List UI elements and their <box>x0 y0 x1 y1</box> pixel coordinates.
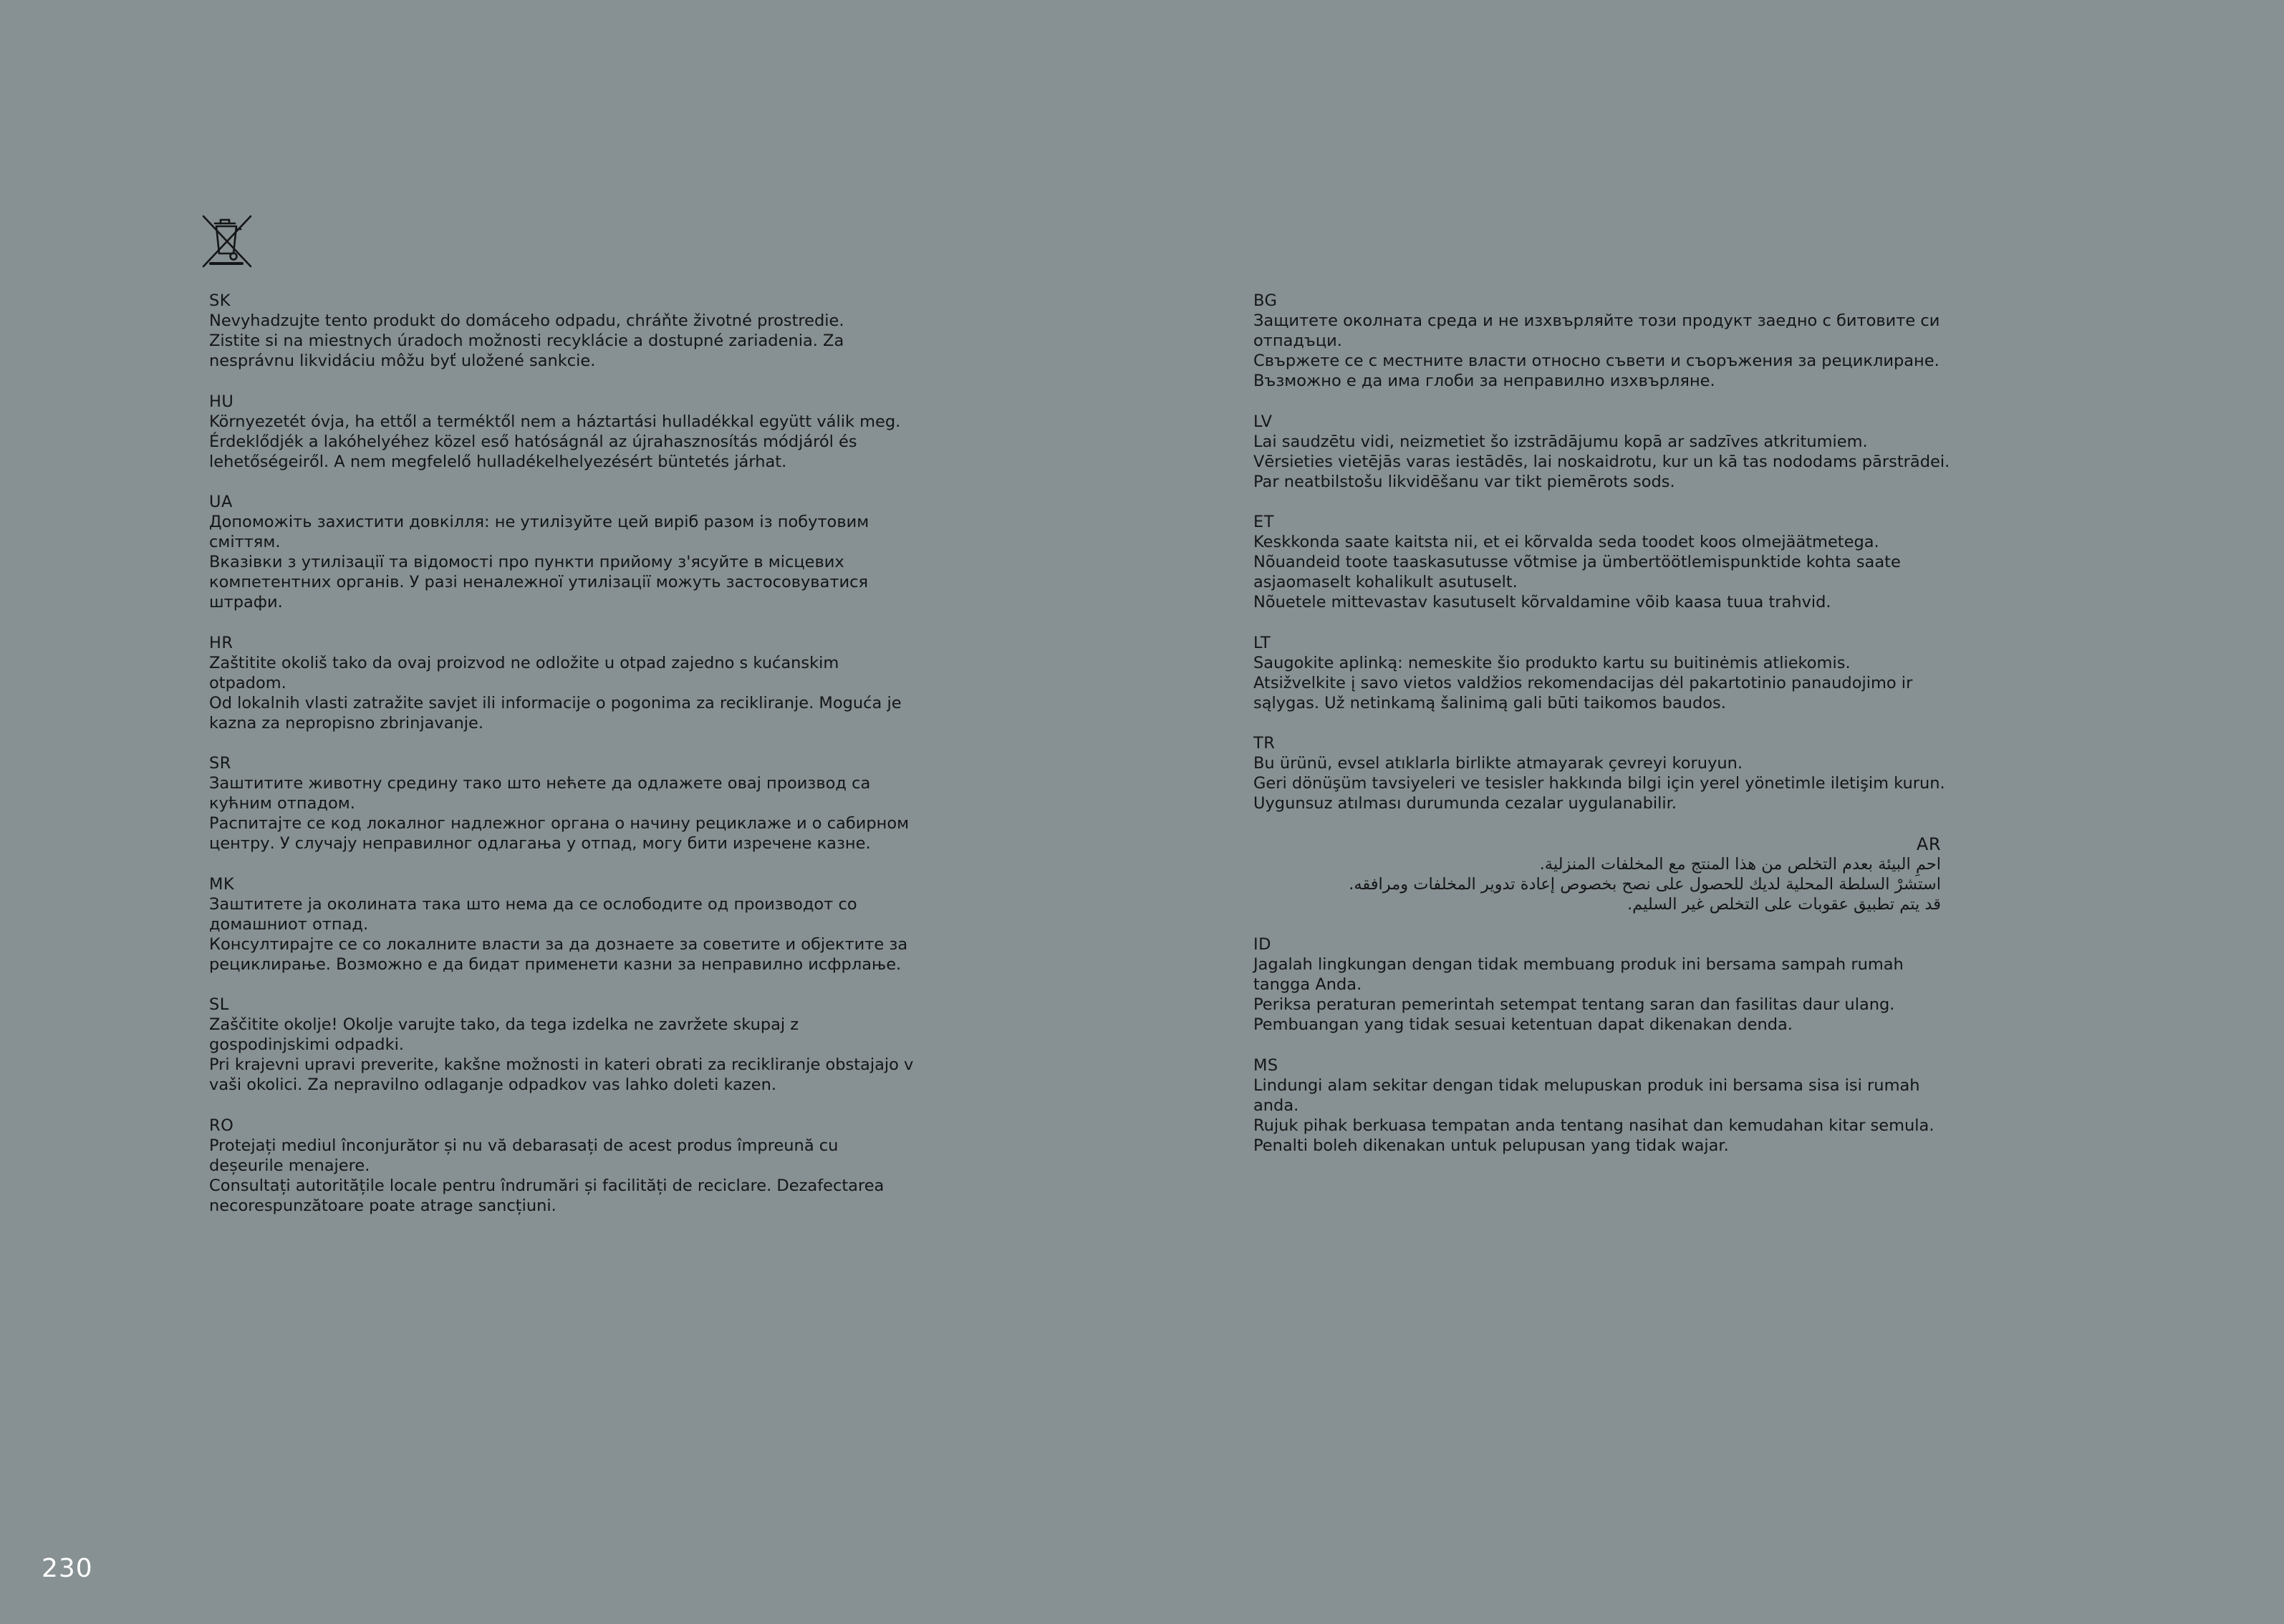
language-code: ET <box>1253 513 1274 531</box>
notice-text-line: Вказівки з утилізації та відомості про пункти прийому з'ясуйте в місцевих <box>209 553 844 571</box>
language-code: HU <box>209 392 234 411</box>
language-code: LV <box>1253 412 1273 431</box>
disposal-notice-sr <box>209 753 925 854</box>
disposal-notice-bg <box>1253 291 1941 391</box>
crossed-out-wheelie-bin-icon <box>201 213 255 269</box>
notice-text-line: Környezetét óvja, ha ettől a terméktől nem a háztartási hulladékkal együtt válik meg. <box>209 412 901 431</box>
disposal-notice-lv <box>1253 412 1950 492</box>
notice-text-line: kazna za nepropisno zbrinjavanje. <box>209 713 484 733</box>
notice-text-line: Geri dönüşüm tavsiyeleri ve tesisler hakkında bilgi için yerel yönetimle iletişim kurun. <box>1253 774 1945 793</box>
notice-text-line: necorespunzătoare poate atrage sancțiuni. <box>209 1196 556 1215</box>
notice-text-line: Vērsieties vietējās varas iestādēs, lai noskaidrotu, kur un kā tas nododams pārstrādei. <box>1253 452 1950 471</box>
disposal-notice-tr <box>1253 733 1945 813</box>
notice-text-line: Pri krajevni upravi preverite, kakšne možnosti in kateri obrati za recikliranje obstajajo v <box>209 1055 914 1074</box>
notice-text-line: домашниот отпад. <box>209 914 369 934</box>
disposal-notice-ms <box>1253 1055 1941 1156</box>
notice-text-line: Penalti boleh dikenakan untuk pelupusan yang tidak wajar. <box>1253 1136 1729 1155</box>
language-code: TR <box>1253 734 1276 753</box>
notice-text-line: центру. У случају неправилног одлагања у отпад, могу бити изречене казне. <box>209 834 871 853</box>
notice-text-line: lehetőségeiről. A nem megfelelő hulladékelhelyezésért büntetés járhat. <box>209 452 787 471</box>
notice-text-line: Заштитете ја околината така што нема да се ослободите од производот со <box>209 894 857 914</box>
disposal-notice-hr <box>209 633 925 733</box>
notice-text-line: сміттям. <box>209 533 281 551</box>
notice-text-line: Консултирајте се со локалните власти за да дознаете за советите и објектите за <box>209 934 908 954</box>
language-code: SK <box>209 291 231 310</box>
notice-text-line: sąlygas. Už netinkamą šalinimą gali būti taikomos baudos. <box>1253 693 1726 712</box>
notice-text-line: Uygunsuz atılması durumunda cezalar uygulanabilir. <box>1253 794 1677 813</box>
notice-text-line: кућним отпадом. <box>209 794 355 813</box>
language-code: LT <box>1253 633 1271 652</box>
page-number: 230 <box>42 1554 93 1583</box>
notice-text-line: Nõuetele mittevastav kasutuselt kõrvaldamine võib kaasa tuua trahvid. <box>1253 593 1831 612</box>
notice-text-line: استشرْ السلطة المحلية لديك للحصول على نصح بخصوص إعادة تدوير المخلفات ومرافقه. <box>1349 874 1941 894</box>
notice-text-line: tangga Anda. <box>1253 975 1362 994</box>
notice-text-line: gospodinjskimi odpadki. <box>209 1035 405 1054</box>
disposal-notice-ro <box>209 1116 925 1216</box>
notice-text-line: Atsižvelkite į savo vietos valdžios rekomendacijas dėl pakartotinio panaudojimo ir <box>1253 673 1913 692</box>
language-code: RO <box>209 1116 234 1135</box>
notice-text-line: Lai saudzētu vidi, neizmetiet šo izstrādājumu kopā ar sadzīves atkritumiem. <box>1253 432 1868 451</box>
notice-text-line: otpadom. <box>209 673 286 692</box>
disposal-notice-sk <box>209 291 925 371</box>
notice-text-line: Par neatbilstošu likvidēšanu var tikt piemērots sods. <box>1253 472 1675 491</box>
notice-text-line: Consultați autoritățile locale pentru îndrumări și facilități de reciclare. Dezafectarea <box>209 1176 885 1195</box>
notice-text-line: Свържете се с местните власти относно съвети и съоръжения за рециклиране. <box>1253 352 1940 370</box>
disposal-notice-hu <box>209 392 925 472</box>
notice-text-line: deșeurile menajere. <box>209 1156 370 1175</box>
right-column <box>1253 291 1950 1176</box>
notice-text-line: Saugokite aplinką: nemeskite šio produkto kartu su buitinėmis atliekomis. <box>1253 653 1851 672</box>
notice-text-line: Допоможіть захистити довкілля: не утилізуйте цей виріб разом із побутовим <box>209 513 869 531</box>
language-code: SR <box>209 754 231 773</box>
left-column <box>209 291 925 1236</box>
notice-text-line: Zaštitite okoliš tako da ovaj proizvod ne odložite u otpad zajedno s kućanskim <box>209 653 839 672</box>
notice-text-line: vaši okolici. Za nepravilno odlaganje odpadkov vas lahko doleti kazen. <box>209 1076 776 1094</box>
notice-text-line: Rujuk pihak berkuasa tempatan anda tentang nasihat dan kemudahan kitar semula. <box>1253 1116 1934 1135</box>
notice-text-line: قد يتم تطبيق عقوبات على التخلص غير السليم. <box>1627 894 1941 914</box>
language-code: ID <box>1253 935 1271 954</box>
notice-text-line: отпадъци. <box>1253 332 1342 350</box>
disposal-notice-id <box>1253 934 1941 1035</box>
language-code: UA <box>209 493 233 511</box>
language-code: AR <box>1916 833 1941 854</box>
language-code: HR <box>209 633 233 652</box>
notice-text-line: рециклирање. Возможно е да бидат применети казни за неправилно исфрлање. <box>209 954 902 974</box>
notice-text-line: Pembuangan yang tidak sesuai ketentuan dapat dikenakan denda. <box>1253 1015 1793 1034</box>
language-code: BG <box>1253 291 1278 310</box>
disposal-notice-sl <box>209 995 925 1095</box>
notice-text-line: Zistite si na miestnych úradoch možnosti recyklácie a dostupné zariadenia. Za <box>209 332 844 350</box>
language-code: SL <box>209 995 229 1014</box>
disposal-notice-lt <box>1253 633 1941 713</box>
notice-text-line: asjaomaselt kohalikult asutuselt. <box>1253 573 1518 591</box>
notice-text-line: Protejați mediul înconjurător și nu vă debarasați de acest produs împreună cu <box>209 1136 839 1155</box>
notice-text-line: штрафи. <box>209 593 283 612</box>
notice-text-line: компетентних органів. У разі неналежної утилізації можуть застосовуватися <box>209 573 868 591</box>
disposal-notice-mk <box>209 874 925 975</box>
notice-text-line: nesprávnu likvidáciu môžu byť uložené sankcie. <box>209 352 596 370</box>
notice-text-line: Lindungi alam sekitar dengan tidak melupuskan produk ini bersama sisa isi rumah <box>1253 1076 1920 1095</box>
notice-text-line: Érdeklődjék a lakóhelyéhez közel eső hatóságnál az újrahasznosítás módjáról és <box>209 432 857 451</box>
notice-text-line: Bu ürünü, evsel atıklarla birlikte atmayarak çevreyi koruyun. <box>1253 754 1743 773</box>
disposal-notice-ar <box>1253 834 1941 914</box>
notice-text-line: Защитете околната среда и не изхвърляйте този продукт заедно с битовите си <box>1253 311 1940 330</box>
notice-text-line: Nevyhadzujte tento produkt do domáceho odpadu, chráňte životné prostredie. <box>209 311 844 330</box>
notice-text-line: Jagalah lingkungan dengan tidak membuang produk ini bersama sampah rumah <box>1253 955 1904 974</box>
notice-text-line: Заштитите животну средину тако што нећете да одлажете овај производ са <box>209 774 871 793</box>
notice-text-line: Od lokalnih vlasti zatražite savjet ili informacije o pogonima za recikliranje. Moguća je <box>209 693 902 712</box>
notice-text-line: Periksa peraturan pemerintah setempat tentang saran dan fasilitas daur ulang. <box>1253 995 1895 1014</box>
disposal-notice-ua <box>209 492 925 612</box>
notice-text-line: anda. <box>1253 1096 1299 1115</box>
notice-text-line: Възможно е да има глоби за неправилно изхвърляне. <box>1253 372 1715 390</box>
notice-text-line: Zaščitite okolje! Okolje varujte tako, da tega izdelka ne zavržete skupaj z <box>209 1015 799 1034</box>
language-code: MS <box>1253 1055 1278 1075</box>
notice-text-line: Nõuandeid toote taaskasutusse võtmise ja ümbertöötlemispunktide kohta saate <box>1253 553 1901 571</box>
language-code: MK <box>209 874 235 894</box>
disposal-notice-et <box>1253 512 1941 612</box>
notice-text-line: احمِ البيئة بعدم التخلص من هذا المنتج مع المخلفات المنزلية. <box>1539 854 1941 874</box>
notice-text-line: Keskkonda saate kaitsta nii, et ei kõrvalda seda toodet koos olmejäätmetega. <box>1253 533 1879 551</box>
notice-text-line: Распитајте се код локалног надлежног органа о начину рециклаже и о сабирном <box>209 814 910 833</box>
